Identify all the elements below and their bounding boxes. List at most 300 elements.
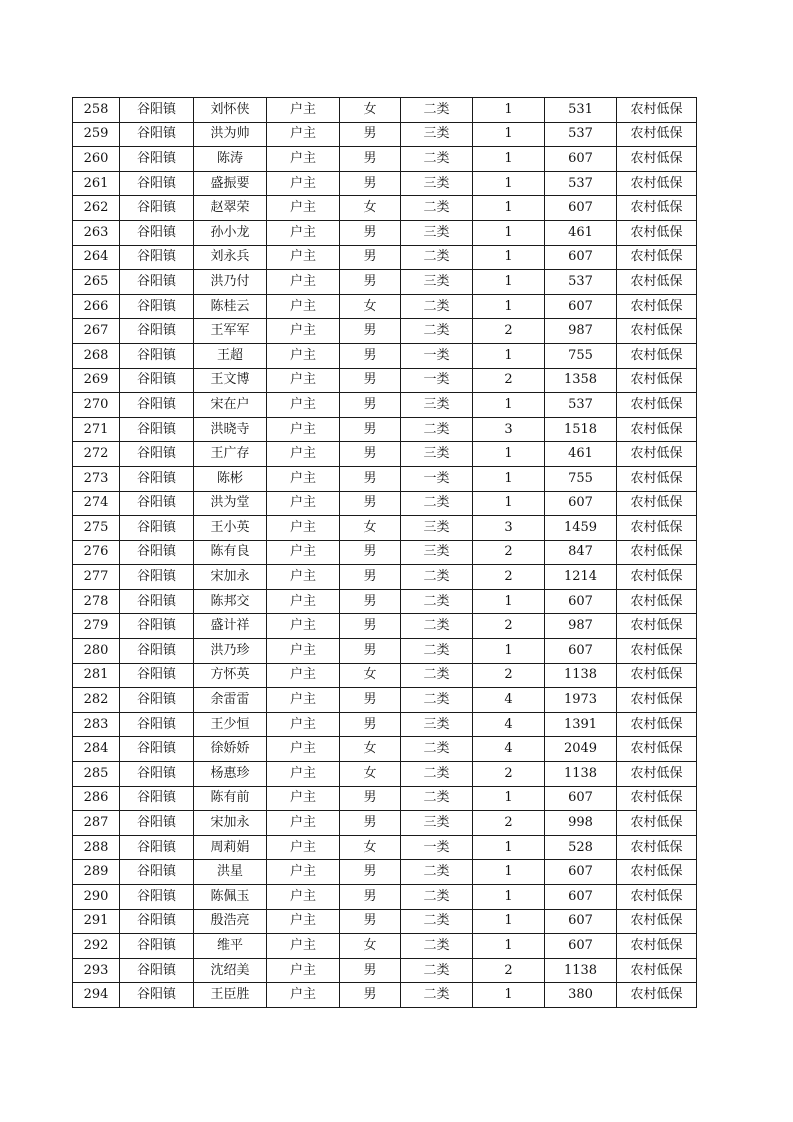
table-row [73, 639, 697, 664]
gender-cell: 男 [340, 639, 401, 664]
gender-cell: 男 [340, 343, 401, 368]
gender-cell: 女 [340, 196, 401, 221]
category-cell: 二类 [401, 860, 473, 885]
township-cell: 谷阳镇 [120, 343, 194, 368]
gender-cell: 男 [340, 466, 401, 491]
category-cell: 二类 [401, 663, 473, 688]
household-size-cell: 1 [473, 122, 545, 147]
category-cell: 二类 [401, 639, 473, 664]
row-number-cell: 278 [73, 589, 120, 614]
township-cell: 谷阳镇 [120, 835, 194, 860]
category-cell: 二类 [401, 786, 473, 811]
amount-cell: 607 [545, 491, 617, 516]
table-row [73, 614, 697, 639]
gender-cell: 男 [340, 688, 401, 713]
category-cell: 三类 [401, 540, 473, 565]
table-row [73, 540, 697, 565]
township-cell: 谷阳镇 [120, 491, 194, 516]
amount-cell: 607 [545, 196, 617, 221]
name-cell: 王小英 [194, 516, 267, 541]
gender-cell: 男 [340, 983, 401, 1008]
gender-cell: 女 [340, 663, 401, 688]
amount-cell: 461 [545, 220, 617, 245]
name-cell: 陈佩玉 [194, 885, 267, 910]
category-cell: 二类 [401, 589, 473, 614]
amount-cell: 607 [545, 909, 617, 934]
township-cell: 谷阳镇 [120, 368, 194, 393]
relation-cell: 户主 [267, 417, 340, 442]
assistance-type-cell: 农村低保 [617, 294, 697, 319]
row-number-cell: 272 [73, 442, 120, 467]
category-cell: 一类 [401, 368, 473, 393]
name-cell: 殷浩亮 [194, 909, 267, 934]
category-cell: 二类 [401, 762, 473, 787]
household-size-cell: 2 [473, 319, 545, 344]
table-row [73, 835, 697, 860]
household-size-cell: 1 [473, 393, 545, 418]
relation-cell: 户主 [267, 934, 340, 959]
township-cell: 谷阳镇 [120, 393, 194, 418]
table-row [73, 417, 697, 442]
category-cell: 二类 [401, 565, 473, 590]
row-number-cell: 276 [73, 540, 120, 565]
table-row [73, 319, 697, 344]
row-number-cell: 263 [73, 220, 120, 245]
township-cell: 谷阳镇 [120, 417, 194, 442]
relation-cell: 户主 [267, 220, 340, 245]
assistance-type-cell: 农村低保 [617, 737, 697, 762]
table-row [73, 368, 697, 393]
township-cell: 谷阳镇 [120, 983, 194, 1008]
table-row [73, 343, 697, 368]
row-number-cell: 285 [73, 762, 120, 787]
category-cell: 二类 [401, 245, 473, 270]
assistance-type-cell: 农村低保 [617, 319, 697, 344]
relation-cell: 户主 [267, 565, 340, 590]
gender-cell: 男 [340, 860, 401, 885]
household-size-cell: 1 [473, 98, 545, 123]
category-cell: 二类 [401, 294, 473, 319]
relation-cell: 户主 [267, 958, 340, 983]
amount-cell: 537 [545, 122, 617, 147]
amount-cell: 537 [545, 270, 617, 295]
amount-cell: 1138 [545, 762, 617, 787]
assistance-type-cell: 农村低保 [617, 712, 697, 737]
amount-cell: 1214 [545, 565, 617, 590]
name-cell: 宋在户 [194, 393, 267, 418]
row-number-cell: 267 [73, 319, 120, 344]
relation-cell: 户主 [267, 663, 340, 688]
name-cell: 陈邦交 [194, 589, 267, 614]
name-cell: 沈绍美 [194, 958, 267, 983]
household-size-cell: 2 [473, 762, 545, 787]
township-cell: 谷阳镇 [120, 171, 194, 196]
assistance-type-cell: 农村低保 [617, 885, 697, 910]
row-number-cell: 293 [73, 958, 120, 983]
table-row [73, 491, 697, 516]
name-cell: 王广存 [194, 442, 267, 467]
assistance-type-cell: 农村低保 [617, 368, 697, 393]
assistance-type-cell: 农村低保 [617, 171, 697, 196]
relation-cell: 户主 [267, 98, 340, 123]
amount-cell: 607 [545, 147, 617, 172]
gender-cell: 女 [340, 516, 401, 541]
row-number-cell: 259 [73, 122, 120, 147]
amount-cell: 607 [545, 885, 617, 910]
assistance-type-cell: 农村低保 [617, 466, 697, 491]
name-cell: 王军军 [194, 319, 267, 344]
gender-cell: 男 [340, 885, 401, 910]
relation-cell: 户主 [267, 762, 340, 787]
category-cell: 二类 [401, 958, 473, 983]
amount-cell: 607 [545, 294, 617, 319]
township-cell: 谷阳镇 [120, 147, 194, 172]
table-row [73, 958, 697, 983]
assistance-type-cell: 农村低保 [617, 442, 697, 467]
name-cell: 洪为堂 [194, 491, 267, 516]
assistance-type-cell: 农村低保 [617, 589, 697, 614]
name-cell: 陈涛 [194, 147, 267, 172]
household-size-cell: 1 [473, 786, 545, 811]
assistance-type-cell: 农村低保 [617, 245, 697, 270]
relation-cell: 户主 [267, 466, 340, 491]
township-cell: 谷阳镇 [120, 220, 194, 245]
row-number-cell: 281 [73, 663, 120, 688]
assistance-type-cell: 农村低保 [617, 860, 697, 885]
amount-cell: 1459 [545, 516, 617, 541]
household-size-cell: 1 [473, 589, 545, 614]
table-row [73, 442, 697, 467]
assistance-type-cell: 农村低保 [617, 393, 697, 418]
township-cell: 谷阳镇 [120, 122, 194, 147]
category-cell: 三类 [401, 393, 473, 418]
table-row [73, 196, 697, 221]
township-cell: 谷阳镇 [120, 270, 194, 295]
relation-cell: 户主 [267, 885, 340, 910]
household-size-cell: 1 [473, 835, 545, 860]
household-size-cell: 2 [473, 811, 545, 836]
household-size-cell: 2 [473, 565, 545, 590]
household-size-cell: 1 [473, 983, 545, 1008]
name-cell: 王超 [194, 343, 267, 368]
amount-cell: 380 [545, 983, 617, 1008]
category-cell: 三类 [401, 516, 473, 541]
gender-cell: 男 [340, 417, 401, 442]
assistance-type-cell: 农村低保 [617, 565, 697, 590]
row-number-cell: 288 [73, 835, 120, 860]
amount-cell: 998 [545, 811, 617, 836]
category-cell: 一类 [401, 466, 473, 491]
category-cell: 二类 [401, 147, 473, 172]
household-size-cell: 4 [473, 712, 545, 737]
gender-cell: 男 [340, 491, 401, 516]
category-cell: 二类 [401, 417, 473, 442]
gender-cell: 男 [340, 319, 401, 344]
amount-cell: 755 [545, 343, 617, 368]
relation-cell: 户主 [267, 393, 340, 418]
assistance-type-cell: 农村低保 [617, 639, 697, 664]
household-size-cell: 3 [473, 417, 545, 442]
gender-cell: 男 [340, 712, 401, 737]
name-cell: 洪为帅 [194, 122, 267, 147]
assistance-type-cell: 农村低保 [617, 417, 697, 442]
name-cell: 刘怀侠 [194, 98, 267, 123]
gender-cell: 男 [340, 245, 401, 270]
household-size-cell: 1 [473, 147, 545, 172]
gender-cell: 女 [340, 294, 401, 319]
amount-cell: 528 [545, 835, 617, 860]
table-row [73, 934, 697, 959]
name-cell: 王少恒 [194, 712, 267, 737]
relation-cell: 户主 [267, 639, 340, 664]
row-number-cell: 268 [73, 343, 120, 368]
category-cell: 二类 [401, 688, 473, 713]
assistance-type-cell: 农村低保 [617, 270, 697, 295]
name-cell: 陈有前 [194, 786, 267, 811]
row-number-cell: 265 [73, 270, 120, 295]
table-body [73, 98, 697, 1008]
assistance-type-cell: 农村低保 [617, 958, 697, 983]
relation-cell: 户主 [267, 442, 340, 467]
township-cell: 谷阳镇 [120, 811, 194, 836]
relation-cell: 户主 [267, 540, 340, 565]
assistance-type-cell: 农村低保 [617, 983, 697, 1008]
row-number-cell: 275 [73, 516, 120, 541]
category-cell: 二类 [401, 885, 473, 910]
township-cell: 谷阳镇 [120, 639, 194, 664]
name-cell: 陈彬 [194, 466, 267, 491]
category-cell: 三类 [401, 811, 473, 836]
gender-cell: 女 [340, 98, 401, 123]
table-row [73, 393, 697, 418]
category-cell: 二类 [401, 983, 473, 1008]
name-cell: 余雷雷 [194, 688, 267, 713]
table-row [73, 663, 697, 688]
household-size-cell: 4 [473, 737, 545, 762]
table-row [73, 294, 697, 319]
assistance-type-cell: 农村低保 [617, 147, 697, 172]
name-cell: 王臣胜 [194, 983, 267, 1008]
amount-cell: 607 [545, 934, 617, 959]
name-cell: 王文博 [194, 368, 267, 393]
township-cell: 谷阳镇 [120, 294, 194, 319]
name-cell: 维平 [194, 934, 267, 959]
household-size-cell: 1 [473, 245, 545, 270]
row-number-cell: 262 [73, 196, 120, 221]
table-row [73, 983, 697, 1008]
relation-cell: 户主 [267, 786, 340, 811]
table-row [73, 909, 697, 934]
assistance-type-cell: 农村低保 [617, 343, 697, 368]
relation-cell: 户主 [267, 737, 340, 762]
category-cell: 二类 [401, 909, 473, 934]
name-cell: 杨惠珍 [194, 762, 267, 787]
assistance-type-cell: 农村低保 [617, 688, 697, 713]
relation-cell: 户主 [267, 835, 340, 860]
gender-cell: 男 [340, 122, 401, 147]
table-row [73, 860, 697, 885]
category-cell: 一类 [401, 835, 473, 860]
township-cell: 谷阳镇 [120, 442, 194, 467]
category-cell: 一类 [401, 343, 473, 368]
gender-cell: 男 [340, 442, 401, 467]
household-size-cell: 1 [473, 909, 545, 934]
township-cell: 谷阳镇 [120, 958, 194, 983]
assistance-type-cell: 农村低保 [617, 540, 697, 565]
township-cell: 谷阳镇 [120, 885, 194, 910]
household-size-cell: 1 [473, 196, 545, 221]
table-row [73, 712, 697, 737]
household-size-cell: 1 [473, 171, 545, 196]
table-row [73, 220, 697, 245]
gender-cell: 男 [340, 565, 401, 590]
assistance-type-cell: 农村低保 [617, 122, 697, 147]
assistance-type-cell: 农村低保 [617, 811, 697, 836]
name-cell: 徐娇娇 [194, 737, 267, 762]
row-number-cell: 290 [73, 885, 120, 910]
amount-cell: 531 [545, 98, 617, 123]
relation-cell: 户主 [267, 122, 340, 147]
household-size-cell: 2 [473, 663, 545, 688]
relation-cell: 户主 [267, 589, 340, 614]
name-cell: 赵翠荣 [194, 196, 267, 221]
relation-cell: 户主 [267, 688, 340, 713]
name-cell: 方怀英 [194, 663, 267, 688]
gender-cell: 男 [340, 147, 401, 172]
relation-cell: 户主 [267, 712, 340, 737]
amount-cell: 607 [545, 245, 617, 270]
relation-cell: 户主 [267, 245, 340, 270]
row-number-cell: 274 [73, 491, 120, 516]
household-size-cell: 1 [473, 639, 545, 664]
name-cell: 刘永兵 [194, 245, 267, 270]
township-cell: 谷阳镇 [120, 245, 194, 270]
table-row [73, 171, 697, 196]
row-number-cell: 280 [73, 639, 120, 664]
township-cell: 谷阳镇 [120, 540, 194, 565]
relation-cell: 户主 [267, 983, 340, 1008]
table-row [73, 737, 697, 762]
household-size-cell: 1 [473, 860, 545, 885]
relation-cell: 户主 [267, 909, 340, 934]
row-number-cell: 291 [73, 909, 120, 934]
amount-cell: 847 [545, 540, 617, 565]
gender-cell: 女 [340, 762, 401, 787]
gender-cell: 男 [340, 220, 401, 245]
relation-cell: 户主 [267, 368, 340, 393]
row-number-cell: 260 [73, 147, 120, 172]
township-cell: 谷阳镇 [120, 466, 194, 491]
name-cell: 洪乃珍 [194, 639, 267, 664]
township-cell: 谷阳镇 [120, 319, 194, 344]
row-number-cell: 264 [73, 245, 120, 270]
assistance-type-cell: 农村低保 [617, 663, 697, 688]
relation-cell: 户主 [267, 147, 340, 172]
assistance-type-cell: 农村低保 [617, 762, 697, 787]
row-number-cell: 292 [73, 934, 120, 959]
amount-cell: 2049 [545, 737, 617, 762]
table-row [73, 885, 697, 910]
township-cell: 谷阳镇 [120, 663, 194, 688]
row-number-cell: 266 [73, 294, 120, 319]
category-cell: 三类 [401, 122, 473, 147]
household-size-cell: 1 [473, 294, 545, 319]
amount-cell: 607 [545, 786, 617, 811]
township-cell: 谷阳镇 [120, 909, 194, 934]
township-cell: 谷阳镇 [120, 688, 194, 713]
household-size-cell: 2 [473, 368, 545, 393]
township-cell: 谷阳镇 [120, 565, 194, 590]
category-cell: 三类 [401, 270, 473, 295]
gender-cell: 男 [340, 368, 401, 393]
row-number-cell: 273 [73, 466, 120, 491]
township-cell: 谷阳镇 [120, 196, 194, 221]
township-cell: 谷阳镇 [120, 516, 194, 541]
table-row [73, 565, 697, 590]
row-number-cell: 286 [73, 786, 120, 811]
assistance-type-cell: 农村低保 [617, 491, 697, 516]
row-number-cell: 269 [73, 368, 120, 393]
name-cell: 洪乃付 [194, 270, 267, 295]
category-cell: 三类 [401, 712, 473, 737]
relation-cell: 户主 [267, 196, 340, 221]
category-cell: 二类 [401, 196, 473, 221]
table-row [73, 589, 697, 614]
township-cell: 谷阳镇 [120, 860, 194, 885]
row-number-cell: 258 [73, 98, 120, 123]
row-number-cell: 284 [73, 737, 120, 762]
gender-cell: 男 [340, 540, 401, 565]
name-cell: 洪星 [194, 860, 267, 885]
township-cell: 谷阳镇 [120, 98, 194, 123]
name-cell: 周莉娟 [194, 835, 267, 860]
household-size-cell: 2 [473, 614, 545, 639]
relation-cell: 户主 [267, 294, 340, 319]
gender-cell: 男 [340, 786, 401, 811]
amount-cell: 607 [545, 639, 617, 664]
gender-cell: 男 [340, 811, 401, 836]
table-row [73, 98, 697, 123]
household-size-cell: 1 [473, 270, 545, 295]
household-size-cell: 1 [473, 934, 545, 959]
row-number-cell: 283 [73, 712, 120, 737]
household-size-cell: 1 [473, 491, 545, 516]
name-cell: 盛振要 [194, 171, 267, 196]
relation-cell: 户主 [267, 811, 340, 836]
gender-cell: 男 [340, 589, 401, 614]
category-cell: 二类 [401, 737, 473, 762]
table-row [73, 147, 697, 172]
table-row [73, 786, 697, 811]
relation-cell: 户主 [267, 491, 340, 516]
amount-cell: 461 [545, 442, 617, 467]
gender-cell: 男 [340, 270, 401, 295]
gender-cell: 女 [340, 737, 401, 762]
household-size-cell: 1 [473, 220, 545, 245]
table-row [73, 516, 697, 541]
gender-cell: 男 [340, 958, 401, 983]
amount-cell: 987 [545, 614, 617, 639]
household-size-cell: 4 [473, 688, 545, 713]
amount-cell: 1391 [545, 712, 617, 737]
gender-cell: 女 [340, 934, 401, 959]
gender-cell: 男 [340, 614, 401, 639]
assistance-type-cell: 农村低保 [617, 196, 697, 221]
name-cell: 陈桂云 [194, 294, 267, 319]
household-size-cell: 1 [473, 466, 545, 491]
table-row [73, 466, 697, 491]
name-cell: 宋加永 [194, 565, 267, 590]
